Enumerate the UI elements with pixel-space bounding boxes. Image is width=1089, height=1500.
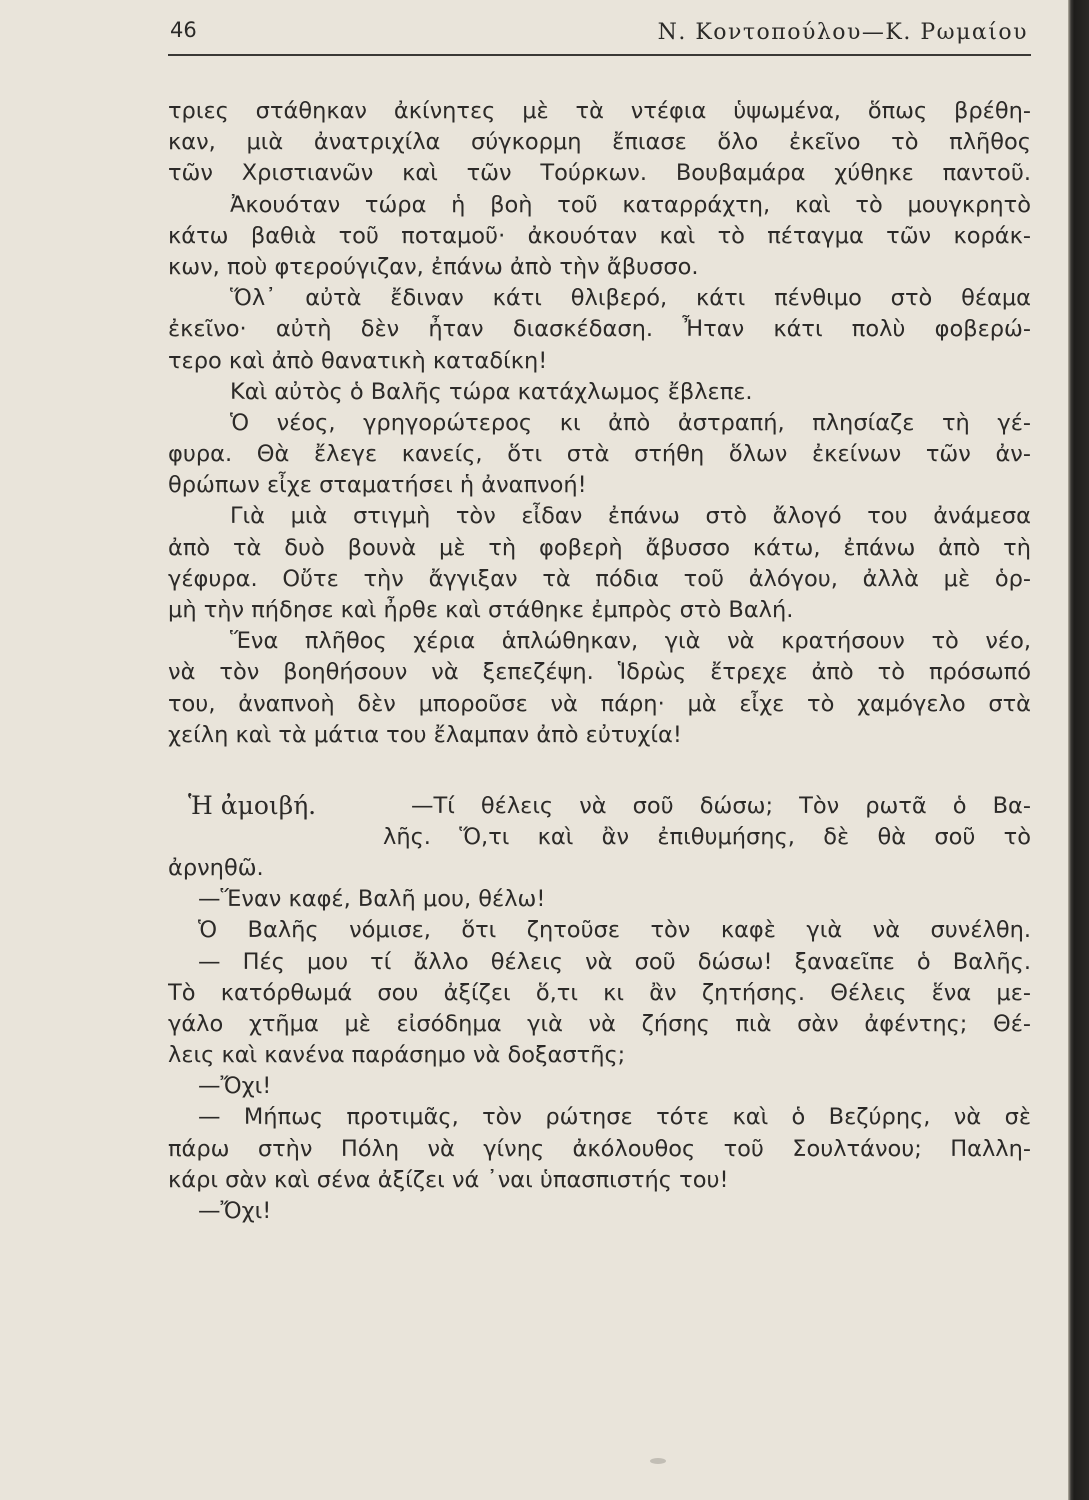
section-heading-block: [168, 791, 1031, 853]
book-spine-edge: [1068, 0, 1089, 1500]
body-text: [168, 96, 1031, 1227]
text-line: ἀπὸ τὰ δυὸ βουνὰ μὲ τὴ φοβερὴ ἄβυσσο κάτω, ἐπάνω ἀπὸ τὴ: [168, 534, 1031, 561]
text-line: — Πές μου τί ἄλλο θέλεις νὰ σοῦ δώσω! ξαναεῖπε ὁ Βαλῆς.: [198, 948, 1031, 975]
side-heading-line: Ἡ ἀμοιβή.: [188, 790, 317, 820]
text-line: καν, μιὰ ἀνατριχίλα σύγκορμη ἔπιασε ὅλο ἐκεῖνο τὸ πλῆθος: [168, 129, 1031, 156]
text-line: Ὁ Βαλῆς νόμισε, ὅτι ζητοῦσε τὸν καφὲ γιὰ νὰ συνέλθη.: [198, 917, 1031, 944]
text-line: τῶν Χριστιανῶν καὶ τῶν Τούρκων. Βουβαμάρα χύθηκε παντοῦ.: [168, 160, 1031, 187]
text-line: χείλη καὶ τὰ μάτια του ἔλαμπαν ἀπὸ εὐτυχία!: [168, 721, 682, 748]
text-line: Ἀκουόταν τώρα ἡ βοὴ τοῦ καταρράχτη, καὶ τὸ μουγκρητὸ: [230, 191, 1031, 218]
text-line: φυρα. Θὰ ἔλεγε κανείς, ὅτι στὰ στήθη ὅλων ἐκείνων τῶν ἀν-: [168, 441, 1031, 468]
text-line: θρώπων εἶχε σταματήσει ἡ ἀναπνοή!: [168, 472, 587, 499]
text-line: λῆς. Ὅ,τι καὶ ἂν ἐπιθυμήσης, δὲ θὰ σοῦ τὸ: [383, 824, 1031, 851]
text-line: κάτω βαθιὰ τοῦ ποταμοῦ· ἀκουόταν καὶ τὸ πέταγμα τῶν κοράκ-: [168, 222, 1031, 249]
text-line: κάρι σὰν καὶ σένα ἀξίζει νά ᾽ναι ὑπασπιστής του!: [168, 1166, 729, 1193]
text-line: —Ὄχι!: [198, 1073, 272, 1100]
header-rule: [168, 54, 1031, 56]
heading-paragraph: [383, 791, 1031, 853]
text-line: ἐκεῖνο· αὐτὴ δὲν ἦταν διασκέδαση. Ἦταν κάτι πολὺ φοβερώ-: [168, 316, 1031, 343]
section-gap: [168, 751, 1031, 791]
text-line: ἀρνηθῶ.: [168, 854, 264, 881]
text-line: τριες στάθηκαν ἀκίνητες μὲ τὰ ντέφια ὑψωμένα, ὅπως βρέθη-: [168, 98, 1031, 124]
text-line: Ὁ νέος, γρηγορώτερος κι ἀπὸ ἀστραπή, πλησίαζε τὴ γέ-: [230, 409, 1031, 436]
text-line: —Ἕναν καφέ, Βαλῆ μου, θέλω!: [198, 886, 546, 913]
text-line: νὰ τὸν βοηθήσουν νὰ ξεπεζέψη. Ἱδρὼς ἔτρεχε ἀπὸ τὸ πρόσωπό: [168, 659, 1031, 686]
text-line: — Μήπως προτιμᾶς, τὸν ρώτησε τότε καὶ ὁ Βεζύρης, νὰ σὲ: [198, 1104, 1031, 1131]
text-line: Καὶ αὐτὸς ὁ Βαλῆς τώρα κατάχλωμος ἔβλεπε.: [230, 378, 753, 405]
text-line: γάλο χτῆμα μὲ εἰσόδημα γιὰ νὰ ζήσης πιὰ σὰν ἀφέντης; Θέ-: [168, 1010, 1031, 1037]
text-line: Ἕνα πλῆθος χέρια ἁπλώθηκαν, γιὰ νὰ κρατήσουν τὸ νέο,: [230, 628, 1031, 655]
text-line: μὴ τὴν πήδησε καὶ ἦρθε καὶ στάθηκε ἐμπρὸς στὸ Βαλή.: [168, 597, 794, 623]
side-heading: [188, 791, 378, 821]
text-line: του, ἀναπνοὴ δὲν μποροῦσε νὰ πάρη· μὰ εἶχε τὸ χαμόγελο στὰ: [168, 690, 1031, 717]
text-line: —Τί θέλεις νὰ σοῦ δώσω; Τὸν ρωτᾶ ὁ Βα-: [411, 792, 1031, 819]
page-number: 46: [170, 18, 197, 42]
text-line: —Ὄχι!: [198, 1198, 272, 1224]
text-line: Γιὰ μιὰ στιγμὴ τὸν εἶδαν ἐπάνω στὸ ἄλογό του ἀνάμεσα: [230, 503, 1031, 530]
text-line: πάρω στὴν Πόλη νὰ γίνης ἀκόλουθος τοῦ Σουλτάνου; Παλλη-: [168, 1135, 1031, 1162]
text-line: κων, ποὺ φτερούγιζαν, ἐπάνω ἀπὸ τὴν ἄβυσσο.: [168, 253, 699, 280]
paper-mark: [650, 1458, 666, 1464]
text-line: Τὸ κατόρθωμά σου ἀξίζει ὅ,τι κι ἂν ζητήσης. Θέλεις ἕνα με-: [168, 979, 1031, 1006]
text-line: λεις καὶ κανένα παράσημο νὰ δοξαστῆς;: [168, 1042, 626, 1069]
text-line: τερο καὶ ἀπὸ θανατικὴ καταδίκη!: [168, 347, 548, 374]
text-line: γέφυρα. Οὔτε τὴν ἄγγιξαν τὰ πόδια τοῦ ἀλόγου, ἀλλὰ μὲ ὁρ-: [168, 565, 1031, 592]
running-head: Ν. Κοντοπούλου—Κ. Ρωμαίου: [657, 20, 1028, 45]
text-line: Ὅλ᾽ αὐτὰ ἔδιναν κάτι θλιβερό, κάτι πένθιμο στὸ θέαμα: [230, 285, 1031, 312]
